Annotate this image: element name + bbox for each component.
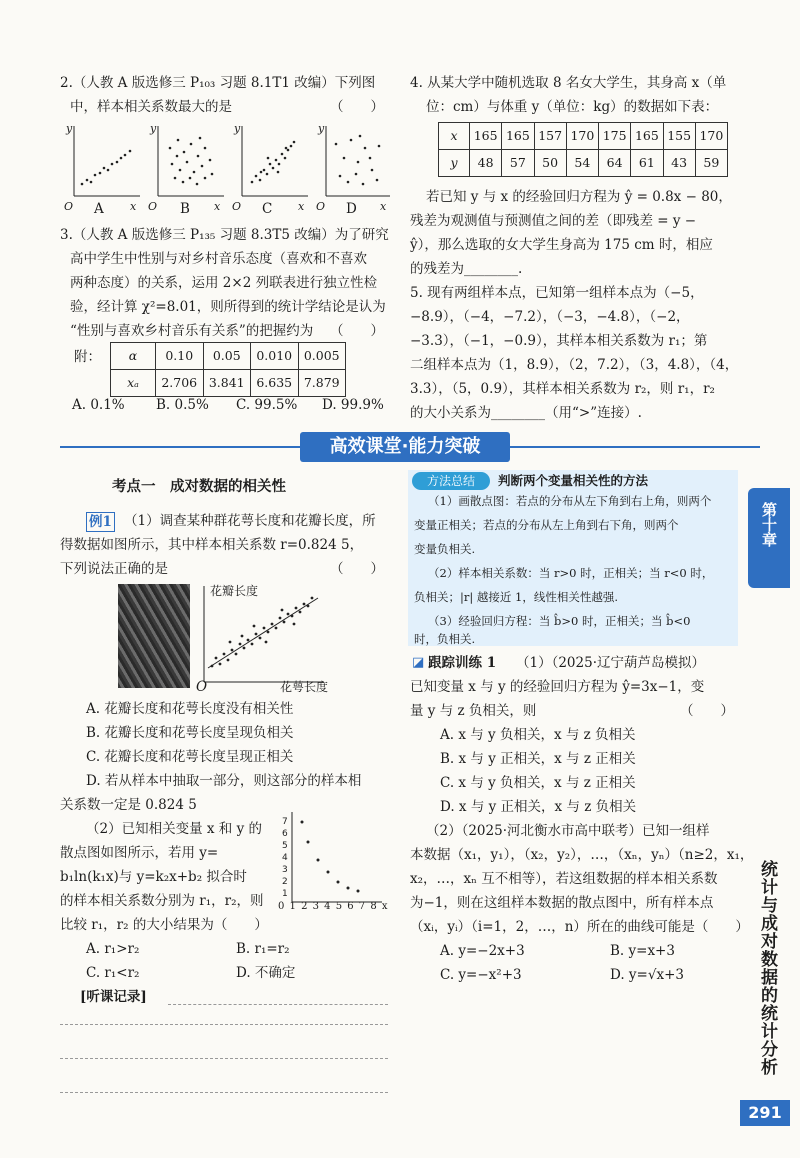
ex1-option-b: B. 花瓣长度和花萼长度呈现负相关: [86, 725, 294, 741]
q5-line1: 5. 现有两组样本点，已知第一组样本点为（−5，: [410, 285, 704, 301]
method-line3: 变量负相关.: [414, 542, 476, 556]
q5-line5: 3.3），（5，0.9），其样本相关系数为 r₂，则 r₁，r₂: [410, 381, 715, 397]
f2-line3: x₂，…，xₙ 互不相等），若这组数据的样本相关系数: [410, 871, 718, 887]
flower-photo: [118, 584, 190, 688]
axis-x-b: x: [214, 200, 221, 213]
table-cell: 43: [663, 150, 695, 177]
plot-label-b: B: [180, 201, 190, 217]
axis-y-a: y: [66, 122, 73, 135]
q5-line4: 二组样本点为（1，8.9），（2，7.2），（3，4.8），（4，: [410, 357, 739, 373]
method-tag: 方法总结: [412, 472, 490, 490]
q2-line1: 2.（人教 A 版选修三 P₁₀₃ 习题 8.1T1 改编）下列图: [60, 75, 376, 91]
follow-icon: ◪: [412, 655, 425, 670]
ex2-line5: 比较 r₁，r₂ 的大小结果为（ ）: [60, 917, 268, 933]
axis-y-d: y: [318, 122, 325, 135]
ex2-line3: b₁ln(k₁x)与 y=k₂x+b₂ 拟合时: [60, 869, 247, 885]
table-cell: 0.10: [156, 343, 204, 370]
f1-line3: 量 y 与 z 负相关，则: [410, 703, 537, 719]
q3-option-d: D. 99.9%: [322, 397, 384, 413]
ex2-line1: （2）已知相关变量 x 和 y 的: [86, 821, 262, 837]
plot-label-d: D: [346, 201, 357, 217]
table-cell: 54: [566, 150, 598, 177]
ex2-option-b: B. r₁=r₂: [236, 941, 290, 957]
table-cell: 165: [631, 123, 663, 150]
table-cell: 175: [599, 123, 631, 150]
q5-line6: 的大小关系为________（用“>”连接）.: [410, 405, 642, 421]
scatter-origin: O: [196, 679, 208, 695]
f1-paren: （ ）: [680, 703, 734, 719]
q4-line2: 位：cm）与体重 y（单位：kg）的数据如下表：: [426, 99, 719, 115]
ex2-x-ticks: 0 1 2 3 4 5 6 7 8 x: [278, 901, 389, 912]
method-line5: 负相关；|r| 越接近 1，线性相关性越强.: [414, 590, 619, 604]
f1-line1: （1）（2025·辽宁葫芦岛模拟）: [516, 655, 705, 671]
q2-scatter-plots: [60, 118, 390, 223]
q4-after-3: ŷ），那么选取的女大学生身高为 175 cm 时，相应: [410, 237, 713, 253]
ex2-line4: 的样本相关系数分别为 r₁，r₂，则: [60, 893, 264, 909]
q3-line2: 高中学生中性别与对乡村音乐态度（喜欢和不喜欢: [70, 251, 367, 267]
ex1-option-d-cont: 关系数一定是 0.824 5: [60, 797, 197, 813]
q3-option-c: C. 99.5%: [236, 397, 298, 413]
ex2-option-c: C. r₁<r₂: [86, 965, 140, 981]
table-cell: 157: [534, 123, 566, 150]
f2-option-d: D. y=√x+3: [610, 967, 684, 983]
f1-option-c: C. x 与 y 负相关，x 与 z 正相关: [440, 775, 636, 791]
table-row: [439, 123, 728, 150]
ex2-option-a: A. r₁>r₂: [86, 941, 140, 957]
q3-line4: 验，经计算 χ²=8.01，则所得到的统计学结论是认为: [70, 299, 386, 315]
table-cell: 59: [695, 150, 727, 177]
q3-paren: （ ）: [330, 323, 384, 339]
table-row: [111, 343, 346, 370]
axis-o-d: O: [316, 200, 326, 213]
q3-line5: “性别与喜欢乡村音乐有关系”的把握约为: [70, 323, 314, 339]
appendix-label: 附：: [74, 349, 101, 365]
tick-1: 1: [282, 889, 288, 899]
section-banner: 高效课堂·能力突破: [300, 432, 510, 462]
f1-line2: 已知变量 x 与 y 的经验回归方程为 ŷ=3x−1，变: [410, 679, 705, 695]
notes-label: [听课记录]: [80, 989, 147, 1005]
example-tag: 例1: [86, 512, 115, 532]
method-line1: （1）画散点图：若点的分布从左下角到右上角，则两个: [428, 494, 712, 508]
method-line7: 时，负相关.: [414, 632, 476, 646]
table-cell: 0.005: [298, 343, 346, 370]
table-cell: 165: [470, 123, 502, 150]
ex1-option-d: D. 若从样本中抽取一部分，则这部分的样本相: [86, 773, 362, 789]
table-cell: 0.010: [251, 343, 299, 370]
q4-after-1: 若已知 y 与 x 的经验回归方程为 ŷ = 0.8x − 80，: [426, 189, 732, 205]
ex1-line1: （1）调查某种群花萼长度和花瓣长度，所: [124, 513, 376, 529]
table-cell: 0.05: [203, 343, 251, 370]
table-cell: 6.635: [251, 370, 299, 397]
follow-tag: 跟踪训练 1: [428, 655, 497, 671]
ex1-line2: 得数据如图所示，其中样本相关系数 r=0.824 5，: [60, 537, 364, 553]
table-cell: 50: [534, 150, 566, 177]
q4-line1: 4. 从某大学中随机选取 8 名女大学生，其身高 x（单: [410, 75, 727, 91]
q5-line2: −8.9），（−4，−7.2），（−3，−4.8），（−2，: [410, 309, 690, 325]
table-cell: 2.706: [156, 370, 204, 397]
f2-line4: 为−1，则在这组样本数据的散点图中，所有样本点: [410, 895, 714, 911]
q2-line2: 中，样本相关系数最大的是: [70, 99, 232, 115]
scatter-xlabel: 花萼长度: [280, 680, 329, 694]
f2-line1: （2）（2025·河北衡水市高中联考）已知一组样: [426, 823, 710, 839]
f2-line2: 本数据（x₁，y₁），（x₂，y₂），…，（xₙ，yₙ）（n≥2，x₁，: [410, 847, 754, 863]
critical-value-table: [110, 342, 346, 397]
q4-after-2: 残差为观测值与预测值之间的差（即残差 = y −: [410, 213, 697, 229]
section-title: 考点一 成对数据的相关性: [112, 478, 286, 495]
table-row: [439, 150, 728, 177]
notes-line: [60, 1058, 388, 1059]
tick-6: 6: [282, 829, 288, 839]
f2-option-b: B. y=x+3: [610, 943, 675, 959]
f2-line5: （xᵢ，yᵢ）（i=1，2，…，n）所在的曲线可能是（ ）: [410, 919, 749, 935]
ex1-line3: 下列说法正确的是: [60, 561, 168, 577]
tick-3: 3: [282, 865, 288, 875]
f1-option-b: B. x 与 y 正相关，x 与 z 正相关: [440, 751, 636, 767]
scatter-ylabel: 花瓣长度: [210, 584, 259, 598]
chapter-tab: [748, 488, 790, 588]
table-cell: 3.841: [203, 370, 251, 397]
axis-y-b: y: [150, 122, 157, 135]
page-number: 291: [740, 1100, 790, 1126]
f2-option-a: A. y=−2x+3: [440, 943, 525, 959]
table-cell: 57: [502, 150, 534, 177]
axis-x-d: x: [380, 200, 387, 213]
q4-after-4: 的残差为________.: [410, 261, 523, 277]
table-cell: 165: [502, 123, 534, 150]
tick-5: 5: [282, 841, 288, 851]
axis-y-c: y: [234, 122, 241, 135]
table-cell: 170: [566, 123, 598, 150]
axis-o-b: O: [148, 200, 158, 213]
tick-4: 4: [282, 853, 288, 863]
table-row: [111, 370, 346, 397]
q3-line3: 两种态度）的关系，运用 2×2 列联表进行独立性检: [70, 275, 378, 291]
method-line4: （2）样本相关系数：当 r>0 时，正相关；当 r<0 时，: [428, 566, 714, 580]
f1-option-d: D. x 与 y 正相关，x 与 z 负相关: [440, 799, 637, 815]
table-cell: x: [439, 123, 470, 150]
notes-line: [60, 1024, 388, 1025]
height-weight-table: [438, 122, 728, 177]
chapter-vertical-title: 统计与成对数据的统计分析: [757, 860, 777, 1076]
ex2-scatter: [278, 808, 388, 912]
table-cell: y: [439, 150, 470, 177]
plot-label-c: C: [262, 201, 273, 217]
table-cell: 155: [663, 123, 695, 150]
table-cell: α: [111, 343, 156, 370]
table-cell: 48: [470, 150, 502, 177]
q3-option-b: B. 0.5%: [156, 397, 209, 413]
ex1-paren: （ ）: [330, 561, 384, 577]
table-cell: 64: [599, 150, 631, 177]
ex1-option-c: C. 花瓣长度和花萼长度呈现正相关: [86, 749, 294, 765]
ex2-option-d: D. 不确定: [236, 965, 296, 981]
chapter-tab-label: 第十章: [760, 502, 778, 547]
method-title: 判断两个变量相关性的方法: [498, 473, 649, 488]
table-cell: 170: [695, 123, 727, 150]
q5-line3: −3.3），（−1，−0.9），其样本相关系数为 r₁；第: [410, 333, 708, 349]
axis-x-a: x: [130, 200, 137, 213]
q3-line1: 3.（人教 A 版选修三 P₁₃₅ 习题 8.3T5 改编）为了研究: [60, 227, 389, 243]
tick-2: 2: [282, 877, 288, 887]
notes-line: [168, 1004, 388, 1005]
tick-7: 7: [282, 817, 288, 827]
axis-o-c: O: [232, 200, 242, 213]
q3-option-a: A. 0.1%: [72, 397, 125, 413]
axis-o-a: O: [64, 200, 74, 213]
q2-paren: （ ）: [330, 99, 384, 115]
axis-x-c: x: [298, 200, 305, 213]
method-line6: （3）经验回归方程：当 b̂>0 时，正相关；当 b̂<0: [428, 614, 691, 628]
table-cell: 7.879: [298, 370, 346, 397]
table-cell: xₐ: [111, 370, 156, 397]
ex1-option-a: A. 花瓣长度和花萼长度没有相关性: [86, 701, 294, 717]
method-line2: 变量正相关；若点的分布从左上角到右下角，则两个: [414, 518, 679, 532]
ex2-line2: 散点图如图所示，若用 y=: [60, 845, 219, 861]
table-cell: 61: [631, 150, 663, 177]
plot-label-a: A: [94, 201, 104, 217]
f2-option-c: C. y=−x²+3: [440, 967, 522, 983]
f1-option-a: A. x 与 y 负相关，x 与 z 负相关: [440, 727, 636, 743]
notes-line: [60, 1092, 388, 1093]
